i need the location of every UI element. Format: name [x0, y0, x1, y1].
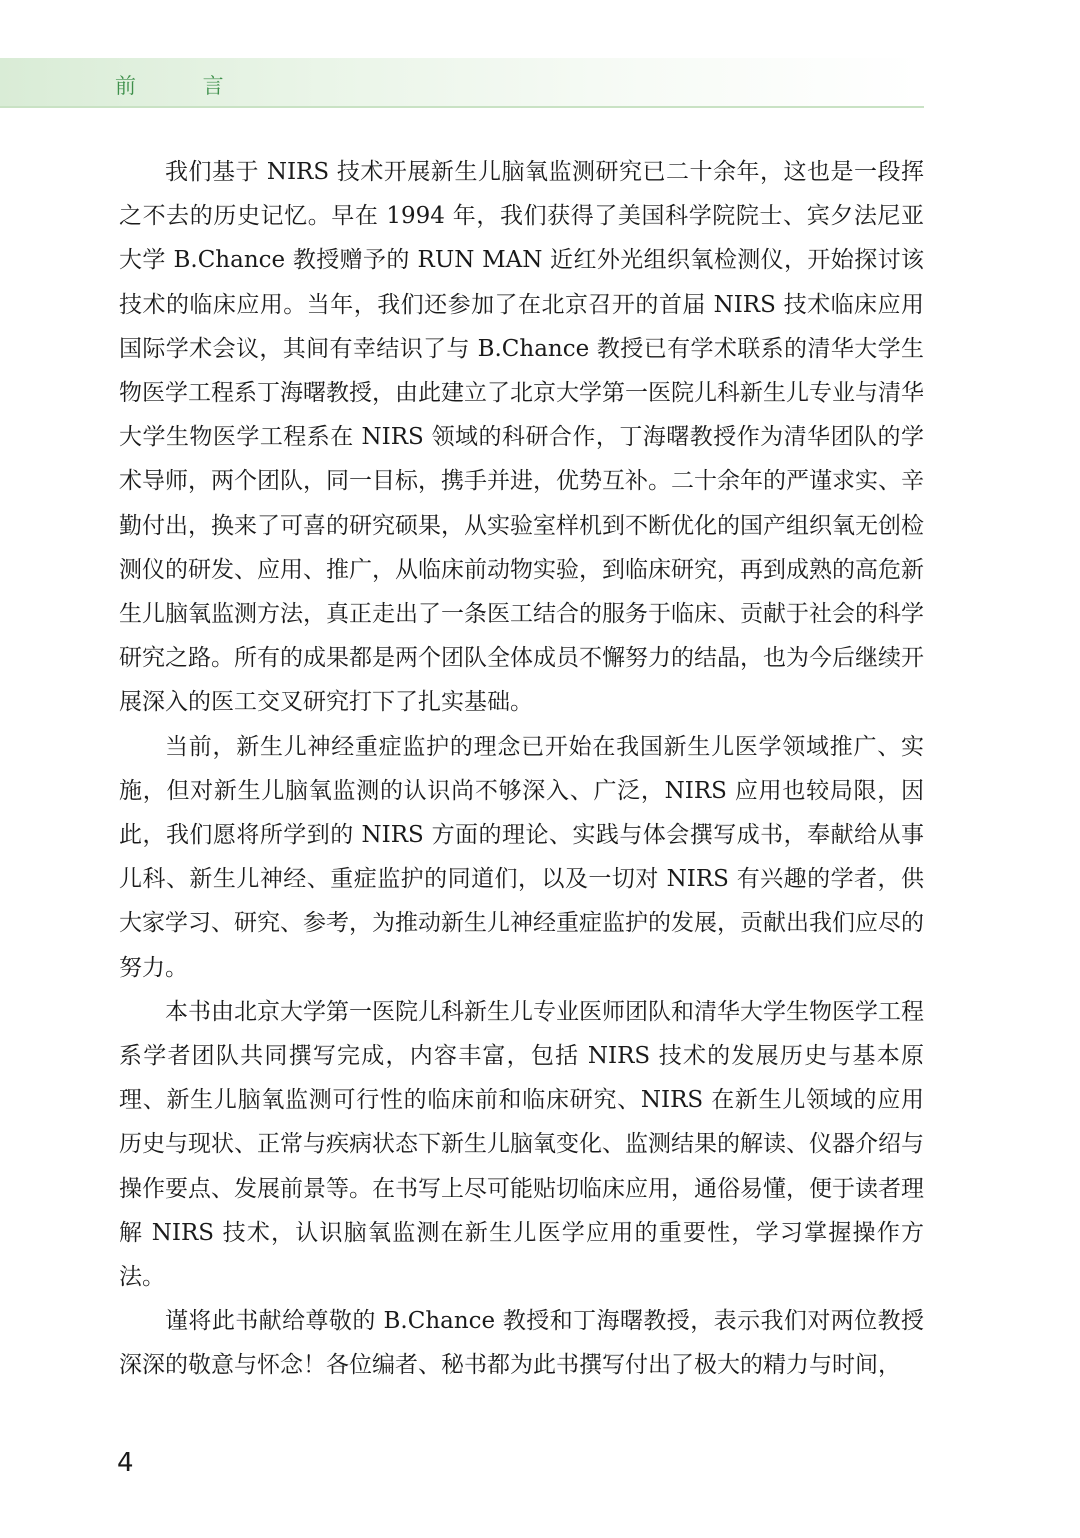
page-number: 4 [117, 1448, 134, 1478]
paragraph-2: 当前，新生儿神经重症监护的理念已开始在我国新生儿医学领域推广、实施，但对新生儿脑氧监测的认识尚不够深入、广泛，NIRS 应用也较局限，因此，我们愿将所学到的 NIRS 方面的理论、实践与体会撰写成书，奉献给从事儿科、新生儿神经、重症监护的同道们，以及一切对 NIRS 有兴趣的学者，供大家学习、研究、参考，为推动新生儿神经重症监护的发展，贡献出我们应尽的努力。 [119, 733, 924, 981]
page-title: 前 言 [115, 74, 254, 98]
paragraph-1: 我们基于 NIRS 技术开展新生儿脑氧监测研究已二十余年，这也是一段挥之不去的历史记忆。早在 1994 年，我们获得了美国科学院院士、宾夕法尼亚大学 B.Chance 教授赠予的 RUN MAN 近红外光组织氧检测仪，开始探讨该技术的临床应用。当年，我们还参加了在北京召开的首届 NIRS 技术临床应用国际学术会议，其间有幸结识了与 B.Chance 教授已有学术联系的清华大学生物医学工程系丁海曙教授，由此建立了北京大学第一医院儿科新生儿专业与清华大学生物医学工程系在 NIRS 领域的科研合作，丁海曙教授作为清华团队的学术导师，两个团队，同一目标，携手并进，优势互补。二十余年的严谨求实、辛勤付出，换来了可喜的研究硕果，从实验室样机到不断优化的国产组织氧无创检测仪的研发、应用、推广，从临床前动物实验，到临床研究，再到成熟的高危新生儿脑氧监测方法，真正走出了一条医工结合的服务于临床、贡献于社会的科学研究之路。所有的成果都是两个团队全体成员不懈努力的结晶，也为今后继续开展深入的医工交叉研究打下了扎实基础。 [119, 159, 924, 716]
header-rule [0, 106, 924, 108]
paragraph-3: 本书由北京大学第一医院儿科新生儿专业医师团队和清华大学生物医学工程系学者团队共同撰写完成，内容丰富，包括 NIRS 技术的发展历史与基本原理、新生儿脑氧监测可行性的临床前和临床研究、NIRS 在新生儿领域的应用历史与现状、正常与疾病状态下新生儿脑氧变化、监测结果的解读、仪器介绍与操作要点、发展前景等。在书写上尽可能贴切临床应用，通俗易懂，便于读者理解 NIRS 技术，认识脑氧监测在新生儿医学应用的重要性，学习掌握操作方法。 [119, 998, 924, 1291]
paragraph-4: 谨将此书献给尊敬的 B.Chance 教授和丁海曙教授，表示我们对两位教授深深的敬意与怀念！各位编者、秘书都为此书撰写付出了极大的精力与时间， [119, 1308, 924, 1379]
body-text [119, 150, 924, 1388]
